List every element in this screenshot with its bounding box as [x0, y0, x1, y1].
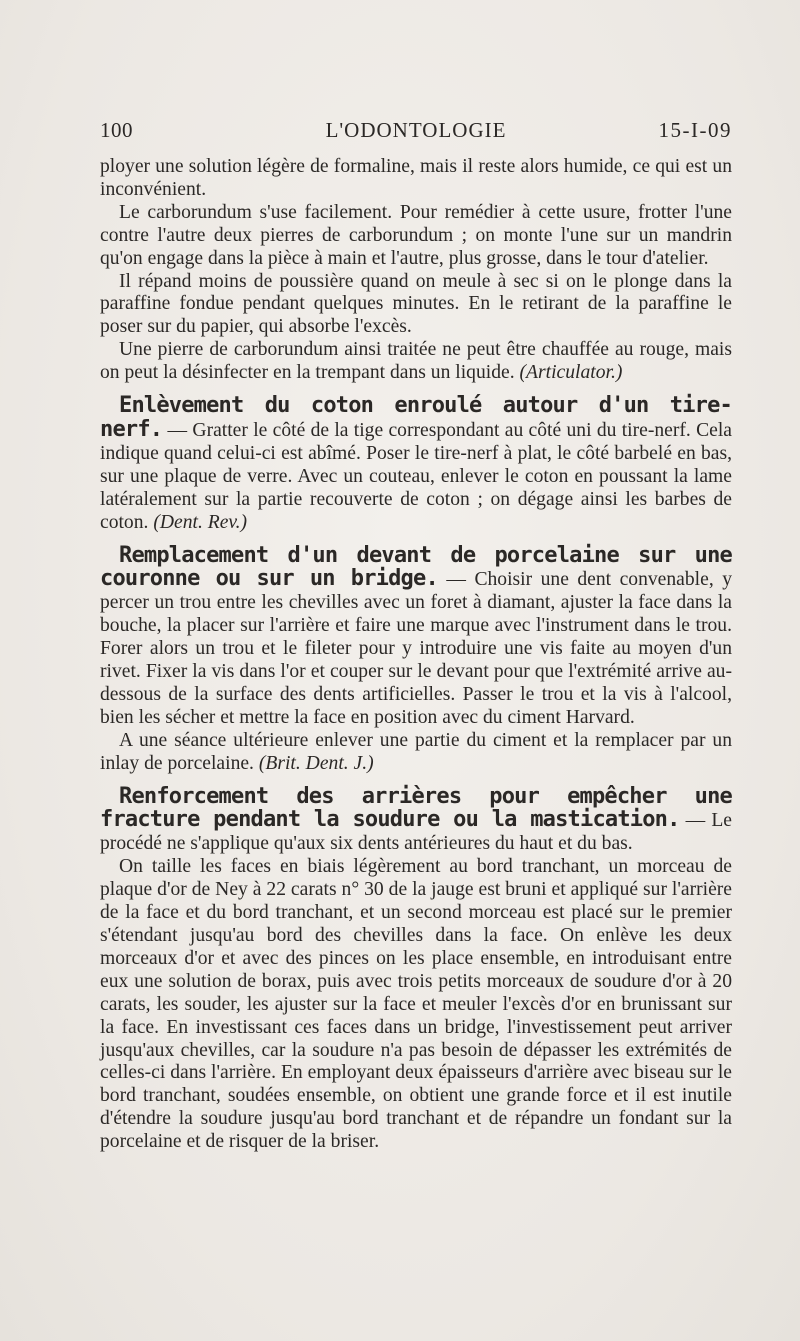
section-heading: Renforcement des arrières pour empêcher une fracture pendant la soudure ou la mastication. [100, 783, 732, 833]
journal-title: L'ODONTOLOGIE [325, 118, 507, 142]
section-heading: Remplacement d'un devant de porcelaine sur une couronne ou sur un bridge. [100, 542, 732, 592]
section-tire-nerf [100, 395, 732, 534]
page-number: 100 [100, 118, 133, 142]
paragraph-usure [100, 202, 732, 271]
paragraph-formaline [100, 156, 732, 202]
section-text: — Gratter le côté de la tige correspondant au côté uni du tire-nerf. Cela indique quand celui-ci est abîmé. Poser le tire-nerf à plat, le côté barbelé en bas, sur une plaque de verre. Avec un couteau, enlever le coton en poussant la lame latéralement sur la partie recouverte de coton ; on dégage ainsi les barbes de coton. [100, 419, 732, 533]
source-citation: (Dent. Rev.) [153, 511, 248, 533]
issue-date: 15-I-09 [658, 118, 732, 142]
section-text: — Le procédé ne s'applique qu'aux six dents antérieures du haut et du bas. [100, 810, 732, 855]
paragraph-text: Il répand moins de poussière quand on meule à sec si on le plonge dans la paraffine fondue pendant quelques minutes. En le retirant de la paraffine le poser sur du papier, qui absorbe l'excès. [100, 270, 732, 338]
section-remplacement [100, 542, 732, 730]
running-head [100, 118, 732, 144]
section-heading: Enlèvement du coton enroulé autour d'un tire-nerf. [100, 393, 732, 442]
section-text: — Choisir une dent convenable, y percer un trou entre les chevilles avec un foret à diamant, ajuster la face dans la bouche, la placer sur l'arrière et faire une marque avec l'instrument dans le trou. Forer alors un trou et le fileter pour y introduire une vis faite au moyen d'un rivet. Fixer la vis dans l'or et couper sur le devant pour que l'extrémité arrive au-dessous de la surface des dents artificielles. Passer le trou et la vis à l'alcool, bien les sécher et mettre la face en position avec du ciment Harvard. [100, 569, 732, 728]
paragraph-desinfection [100, 339, 732, 385]
paragraph-text: Une pierre de carborundum ainsi traitée ne peut être chauffée au rouge, mais on peut la désinfecter en la trempant dans un liquide. [100, 339, 732, 384]
paragraph-inlay [100, 730, 732, 776]
section-renforcement [100, 783, 732, 857]
article-body [100, 156, 732, 1154]
paragraph-procede [100, 856, 732, 1154]
paragraph-text: ployer une solution légère de formaline, mais il reste alors humide, ce qui est un inconvénient. [100, 156, 732, 200]
paragraph-text: A une séance ultérieure enlever une partie du ciment et la remplacer par un inlay de porcelaine. [100, 729, 732, 774]
paragraph-paraffine [100, 271, 732, 340]
paragraph-text: Le carborundum s'use facilement. Pour remédier à cette usure, frotter l'une contre l'autre deux pierres de carborundum ; on monte l'une sur un mandrin qu'on engage dans la pièce à main et l'autre, plus grosse, dans le tour d'atelier. [100, 201, 732, 269]
source-citation: (Articulator.) [519, 362, 623, 384]
source-citation: (Brit. Dent. J.) [258, 752, 374, 774]
paragraph-text: On taille les faces en biais légèrement au bord tranchant, un morceau de plaque d'or de Ney à 22 carats n° 30 de la jauge est bruni et appliqué sur l'arrière de la face et du bord tranchant, et un second morceau est placé sur le premier s'étendant jusqu'au bord des chevilles dans la face. On enlève les deux morceaux d'or et avec des pinces on les place ensemble, en introduisant entre eux une solution de borax, puis avec trois petits morceaux de soudure d'or à 20 carats, les souder, les ajuster sur la face et meuler l'excès d'or en brunissant sur la face. En investissant ces faces dans un bridge, l'investissement peut arriver jusqu'aux chevilles, car la soudure n'a pas besoin de dépasser les extrémités de celles-ci dans l'arrière. En employant deux épaisseurs d'arrière avec biseau sur le bord tranchant, soudées ensemble, on obtient une grande force et il est inutile d'étendre la soudure jusqu'au bord tranchant et de répandre un fondant sur la porcelaine et de risquer de la briser. [100, 856, 732, 1153]
